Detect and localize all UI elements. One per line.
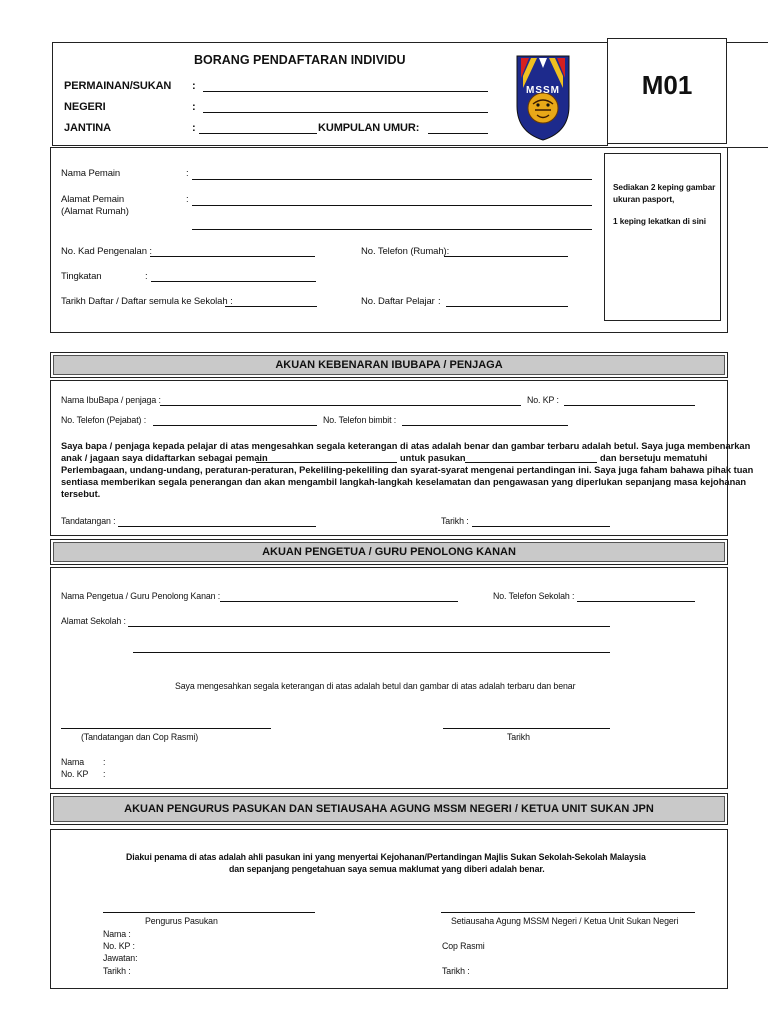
alamat-sekolah-label: Alamat Sekolah : (61, 616, 126, 626)
principal-signature-field[interactable] (61, 728, 271, 729)
parent-declaration-line-2a: anak / jagaan saya didaftarkan sebagai pemain (61, 453, 268, 463)
kumpulan-umur-field[interactable] (428, 133, 488, 134)
manager-statement-1: Diakui penama di atas adalah ahli pasukan ini yang menyertai Kejohanan/Pertandingan Majlis Sukan Sekolah-Sekolah Malaysia (126, 852, 646, 862)
parent-declaration-line-2c: dan bersetuju mematuhi (600, 453, 708, 463)
parent-heading-bar (50, 352, 728, 378)
alamat-sekolah-field-2[interactable] (133, 652, 610, 653)
parent-tarikh-label: Tarikh : (441, 516, 469, 526)
negeri-label: NEGERI (64, 101, 106, 113)
principal-kp-footer-colon: : (103, 769, 106, 779)
manager-jawatan-label: Jawatan: (103, 953, 138, 963)
mssm-logo (515, 54, 571, 142)
kumpulan-umur-label: KUMPULAN UMUR: (318, 122, 420, 134)
form-code: M01 (641, 70, 693, 100)
parent-declaration-line-2b: untuk pasukan (400, 453, 466, 463)
telefon-pejabat-field[interactable] (153, 425, 317, 426)
parent-declaration-line-4: sentiasa memberikan segala penerangan dan akan mengambil langkah-langkah keselamatan dan pengawasan yang diperlukan sepanjang masa kejohanan (61, 477, 747, 487)
tingkatan-label: Tingkatan (61, 271, 102, 282)
principal-nama-label: Nama Pengetua / Guru Penolong Kanan : (61, 591, 221, 601)
parent-heading: AKUAN KEBENARAN IBUBAPA / PENJAGA (53, 355, 725, 375)
manager-heading: AKUAN PENGURUS PASUKAN DAN SETIAUSAHA AGUNG MSSM NEGERI / KETUA UNIT SUKAN JPN (53, 796, 725, 822)
telefon-bimbit-label: No. Telefon bimbit : (323, 415, 397, 425)
photo-box (604, 153, 721, 321)
tandatangan-cop-label: (Tandatangan dan Cop Rasmi) (81, 732, 199, 742)
telefon-sekolah-label: No. Telefon Sekolah : (493, 591, 575, 601)
principal-nama-footer-label: Nama (61, 757, 85, 767)
photo-instruction-1: Sediakan 2 keping gambar (613, 182, 716, 192)
form-title: BORANG PENDAFTARAN INDIVIDU (194, 53, 406, 67)
principal-heading-bar (50, 539, 728, 565)
principal-kp-footer-label: No. KP (61, 769, 89, 779)
parent-no-kp-label: No. KP : (527, 395, 559, 405)
permainan-colon: : (192, 80, 196, 92)
manager-nama-label: Nama : (103, 929, 131, 939)
parent-declaration-line-1: Saya bapa / penjaga kepada pelajar di atas mengesahkan segala keterangan di atas adalah benar dan gambar terbaru adalah betul. Saya juga membenarkan (61, 441, 751, 451)
parent-no-kp-field[interactable] (564, 405, 695, 406)
alamat-field-2[interactable] (192, 229, 592, 230)
pengurus-label: Pengurus Pasukan (145, 916, 218, 926)
parent-declaration-line-5: tersebut. (61, 489, 101, 499)
setiausaha-signature-field[interactable] (441, 912, 695, 913)
parent-nama-label: Nama IbuBapa / penjaga : (61, 395, 161, 405)
principal-nama-footer-colon: : (103, 757, 106, 767)
manager-tarikh-right-label: Tarikh : (442, 966, 470, 976)
alamat-pemain-label: Alamat Pemain (61, 194, 125, 205)
negeri-colon: : (192, 101, 196, 113)
pemain-sport-field[interactable] (256, 462, 397, 463)
tingkatan-field[interactable] (151, 281, 316, 282)
daftar-pelajar-colon: : (438, 296, 441, 307)
manager-no-kp-label: No. KP : (103, 941, 135, 951)
header-top-extension (727, 42, 768, 43)
telefon-rumah-field[interactable] (444, 256, 568, 257)
principal-nama-field[interactable] (220, 601, 458, 602)
alamat-field-1[interactable] (192, 205, 592, 206)
pasukan-field[interactable] (465, 462, 597, 463)
jantina-colon: : (192, 122, 196, 134)
parent-tandatangan-field[interactable] (118, 526, 316, 527)
nama-pemain-label: Nama Pemain (61, 168, 121, 179)
nama-pemain-field[interactable] (192, 179, 592, 180)
principal-statement: Saya mengesahkan segala keterangan di atas adalah betul dan gambar di atas adalah terbaru dan benar (175, 681, 576, 691)
setiausaha-label: Setiausaha Agung MSSM Negeri / Ketua Unit Sukan Negeri (451, 916, 679, 926)
daftar-pelajar-field[interactable] (446, 306, 568, 307)
alamat-pemain-colon: : (186, 194, 189, 205)
alamat-rumah-label: (Alamat Rumah) (61, 206, 129, 217)
parent-tarikh-field[interactable] (472, 526, 610, 527)
principal-heading: AKUAN PENGETUA / GURU PENOLONG KANAN (53, 542, 725, 562)
telefon-pejabat-label: No. Telefon (Pejabat) : (61, 415, 147, 425)
photo-instruction-2: ukuran pasport, (613, 194, 675, 204)
daftar-pelajar-label: No. Daftar Pelajar (361, 296, 435, 307)
permainan-field[interactable] (203, 91, 488, 92)
tarikh-daftar-label: Tarikh Daftar / Daftar semula ke Sekolah : (61, 296, 233, 307)
telefon-rumah-label: No. Telefon (Rumah): (361, 246, 450, 257)
kad-pengenalan-label: No. Kad Pengenalan : (61, 246, 152, 257)
jantina-field[interactable] (199, 133, 317, 134)
parent-nama-field[interactable] (160, 405, 521, 406)
cop-rasmi-label: Cop Rasmi (442, 941, 485, 951)
jantina-label: JANTINA (64, 122, 111, 134)
alamat-sekolah-field-1[interactable] (128, 626, 610, 627)
parent-declaration-line-3: Perlembagaan, undang-undang, peraturan-peraturan, Pekeliling-pekeliling dan syarat-syarat mengenai pertandingan ini. Saya juga faham bahawa pihak tuan (61, 465, 754, 475)
manager-heading-bar (50, 793, 728, 825)
logo-text: MSSM (526, 85, 560, 96)
nama-pemain-colon: : (186, 168, 189, 179)
manager-tarikh-left-label: Tarikh : (103, 966, 131, 976)
parent-tandatangan-label: Tandatangan : (61, 516, 116, 526)
principal-tarikh-label: Tarikh (507, 732, 530, 742)
permainan-label: PERMAINAN/SUKAN (64, 80, 172, 92)
kad-pengenalan-field[interactable] (150, 256, 315, 257)
negeri-field[interactable] (203, 112, 488, 113)
tingkatan-colon: : (145, 271, 148, 282)
pengurus-signature-field[interactable] (103, 912, 315, 913)
manager-statement-2: dan sepanjang pengetahuan saya semua maklumat yang diberi adalah benar. (229, 864, 545, 874)
telefon-bimbit-field[interactable] (402, 425, 568, 426)
principal-tarikh-field[interactable] (443, 728, 610, 729)
tarikh-daftar-field[interactable] (225, 306, 317, 307)
photo-instruction-3: 1 keping lekatkan di sini (613, 216, 706, 226)
telefon-sekolah-field[interactable] (577, 601, 695, 602)
player-top-extension (727, 147, 768, 148)
